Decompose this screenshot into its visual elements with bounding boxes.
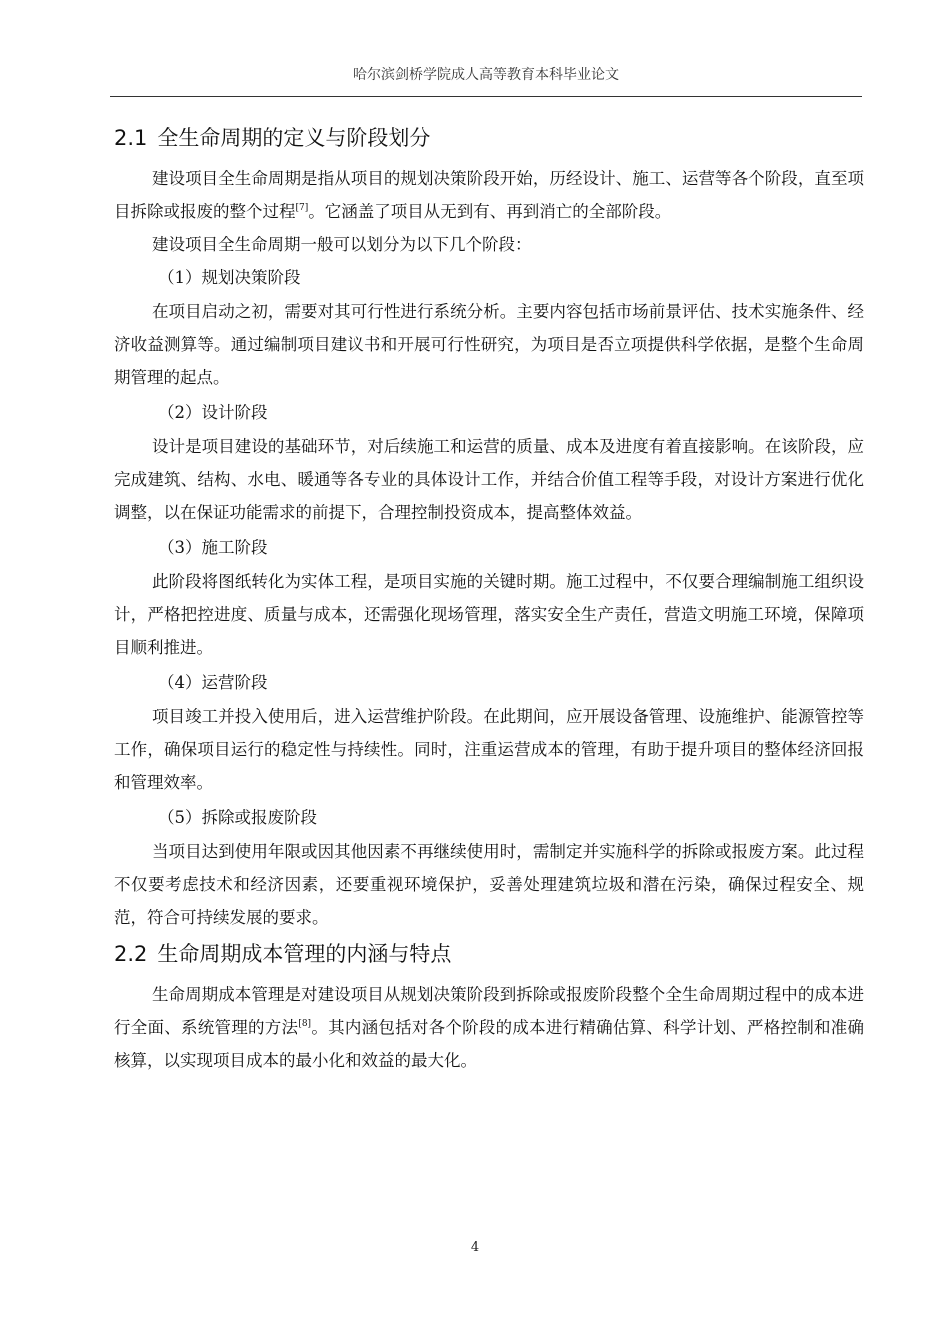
citation-ref: [8] <box>298 1019 312 1029</box>
stage-label: （1）规划决策阶段 <box>158 268 301 287</box>
stage-paragraph: 此阶段将图纸转化为实体工程，是项目实施的关键时期。施工过程中，不仅要合理编制施工组织设计，严格把控进度、质量与成本，还需强化现场管理，落实安全生产责任，营造文明施工环境，保障项目顺利推进。 <box>114 572 864 657</box>
section-heading-2-2 <box>114 934 864 974</box>
section-number: 2.1 <box>114 126 148 150</box>
page-number: 4 <box>470 1240 480 1255</box>
stage-label: （4）运营阶段 <box>158 673 268 692</box>
stage-paragraph: 在项目启动之初，需要对其可行性进行系统分析。主要内容包括市场前景评估、技术实施条件、经济收益测算等。通过编制项目建议书和开展可行性研究，为项目是否立项提供科学依据，是整个生命周期管理的起点。 <box>114 302 864 387</box>
section-heading-2-1 <box>114 118 864 158</box>
paragraph-lcc-definition <box>114 978 864 1077</box>
running-header: 哈尔滨剑桥学院成人高等教育本科毕业论文 <box>353 67 619 83</box>
header-rule <box>110 96 862 97</box>
stage-paragraph: 设计是项目建设的基础环节，对后续施工和运营的质量、成本及进度有着直接影响。在该阶段，应完成建筑、结构、水电、暖通等各专业的具体设计工作，并结合价值工程等手段，对设计方案进行优化调整，以在保证功能需求的前提下，合理控制投资成本，提高整体效益。 <box>114 437 864 522</box>
section-number: 2.2 <box>114 942 148 966</box>
stage-label: （5）拆除或报废阶段 <box>158 808 317 827</box>
paragraph-text: 。其内涵包括对各个阶段的成本进行精确估算、科学计划、严格控制和准确核算，以实现项目成本的最小化和效益的最大化。 <box>114 1018 865 1070</box>
paragraph-text: 建设项目全生命周期是指从项目的规划决策阶段开始，历经设计、施工、运营等各个阶段，直至项目拆除或报废的整个过程 <box>114 169 864 221</box>
paragraph-stage-intro: 建设项目全生命周期一般可以划分为以下几个阶段： <box>152 235 532 254</box>
paragraph-definition <box>114 162 864 228</box>
stage-label: （3）施工阶段 <box>158 538 268 557</box>
paragraph-text: 。它涵盖了项目从无到有、再到消亡的全部阶段。 <box>308 202 672 221</box>
section-title: 全生命周期的定义与阶段划分 <box>157 126 431 150</box>
paragraph-text: 生命周期成本管理是对建设项目从规划决策阶段到拆除或报废阶段整个全生命周期过程中的成本进行全面、系统管理的方法 <box>114 985 864 1037</box>
stage-label: （2）设计阶段 <box>158 403 268 422</box>
stage-paragraph: 项目竣工并投入使用后，进入运营维护阶段。在此期间，应开展设备管理、设施维护、能源管控等工作，确保项目运行的稳定性与持续性。同时，注重运营成本的管理，有助于提升项目的整体经济回报和管理效率。 <box>114 707 864 792</box>
document-body <box>114 118 864 1077</box>
stage-paragraph: 当项目达到使用年限或因其他因素不再继续使用时，需制定并实施科学的拆除或报废方案。此过程不仅要考虑技术和经济因素，还要重视环境保护，妥善处理建筑垃圾和潜在污染，确保过程安全、规范，符合可持续发展的要求。 <box>114 842 864 927</box>
citation-ref: [7] <box>295 203 309 213</box>
section-title: 生命周期成本管理的内涵与特点 <box>157 942 452 966</box>
